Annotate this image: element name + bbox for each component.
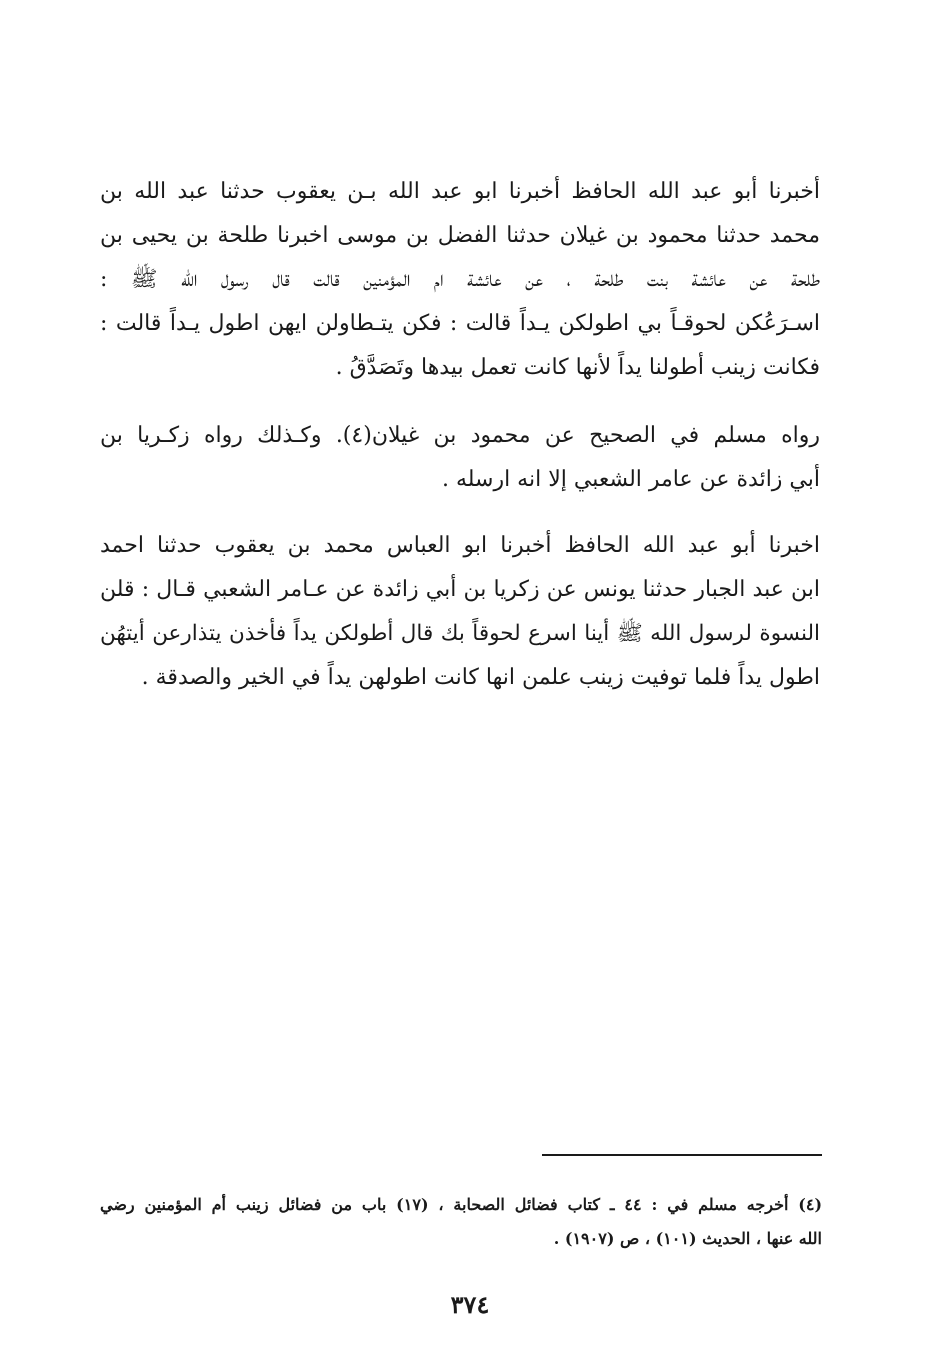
footnote — [100, 1188, 822, 1256]
paragraph-2-line-2: أبي زائدة عن عامر الشعبي إلا انه ارسله . — [441, 467, 820, 492]
paragraph-3-line-4: اطول يداً فلما توفيت زينب علمن انها كانت اطولهن يداً في الخير والصدقة . — [141, 665, 820, 690]
paragraph-1-line-1: أخبرنا أبو عبد الله الحافظ أخبرنا ابو عبد الله بـن يعقوب حدثنا عبد الله بن — [100, 179, 820, 204]
paragraph-2 — [100, 414, 820, 502]
page-number: ٣٧٤ — [450, 1290, 490, 1319]
paragraph-1-line-5: فكانت زينب أطولنا يداً لأنها كانت تعمل بيدها وتَصَدَّقُ . — [335, 355, 820, 380]
paragraph-3-line-2: ابن عبد الجبار حدثنا يونس عن زكريا بن أبي زائدة عن عـامر الشعبي قـال : قلن — [100, 577, 820, 602]
paragraph-3 — [100, 524, 820, 700]
paragraph-1 — [100, 170, 820, 390]
paragraph-1-line-4: اسـرَعُكن لحوقـاً بي اطولكن يـداً قالت : فكن يتـطاولن ايهن اطول يـداً قالت : — [100, 311, 820, 336]
footnote-divider — [542, 1154, 822, 1156]
paragraph-3-line-1: اخبرنا أبو عبد الله الحافظ أخبرنا ابو العباس محمد بن يعقوب حدثنا احمد — [100, 533, 820, 558]
paragraph-1-line-2: محمد حدثنا محمود بن غيلان حدثنا الفضل بن موسى اخبرنا طلحة بن يحيى بن — [100, 223, 820, 248]
footnote-line-1: (٤) أخرجه مسلم في : ٤٤ ـ كتاب فضائل الصحابة ، (١٧) باب من فضائل زينب أم المؤمنين رضي — [100, 1195, 823, 1214]
paragraph-3-line-3: النسوة لرسول الله ﷺ أينا اسرع لحوقاً بك قال أطولكن يداً فأخذن يتذارعن أيتهُن — [100, 621, 820, 646]
paragraph-1-line-3: طلحة عن عائشة بنت طلحة ، عن عائشة ام المؤمنين قالت قال رسول الله ﷺ : — [100, 267, 820, 292]
footnote-line-2: الله عنها ، الحديث (١٠١) ، ص (١٩٠٧) . — [553, 1229, 822, 1248]
paragraph-2-line-1: رواه مسلم في الصحيح عن محمود بن غيلان(٤). وكـذلك رواه زكـريا بن — [100, 423, 820, 448]
